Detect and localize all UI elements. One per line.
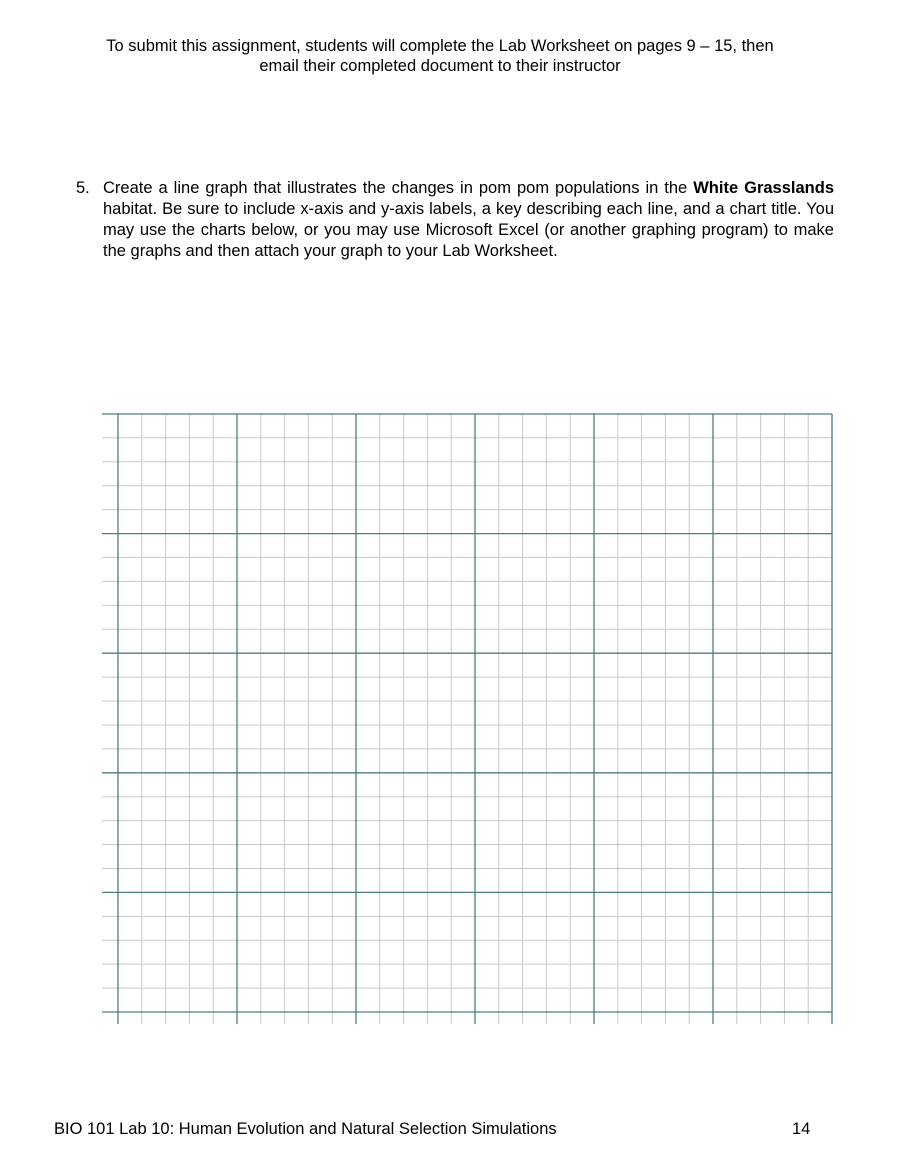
question-text-habitat: White Grasslands — [693, 179, 834, 197]
footer-page-number: 14 — [792, 1120, 811, 1138]
question-number: 5. — [76, 179, 90, 197]
submission-instructions-line-1: To submit this assignment, students will complete the Lab Worksheet on pages 9 – 15, then — [106, 37, 774, 55]
question-text-part-2: habitat. Be sure to include x-axis and y-axis labels, a key describing each line, and a chart title. You may use the charts below, or you may use Microsoft Excel (or another graphing program) to make the graphs and then attach your graph to your Lab Worksheet. — [103, 200, 834, 260]
graph-paper-grid — [102, 412, 834, 1028]
footer-course-title: BIO 101 Lab 10: Human Evolution and Natural Selection Simulations — [54, 1120, 557, 1138]
question-text-part-1: Create a line graph that illustrates the changes in pom pom populations in the — [103, 179, 694, 197]
graph-paper — [102, 412, 834, 1028]
submission-instructions — [40, 36, 840, 76]
submission-instructions-line-2: email their completed document to their instructor — [259, 57, 621, 75]
question-text — [103, 178, 834, 262]
